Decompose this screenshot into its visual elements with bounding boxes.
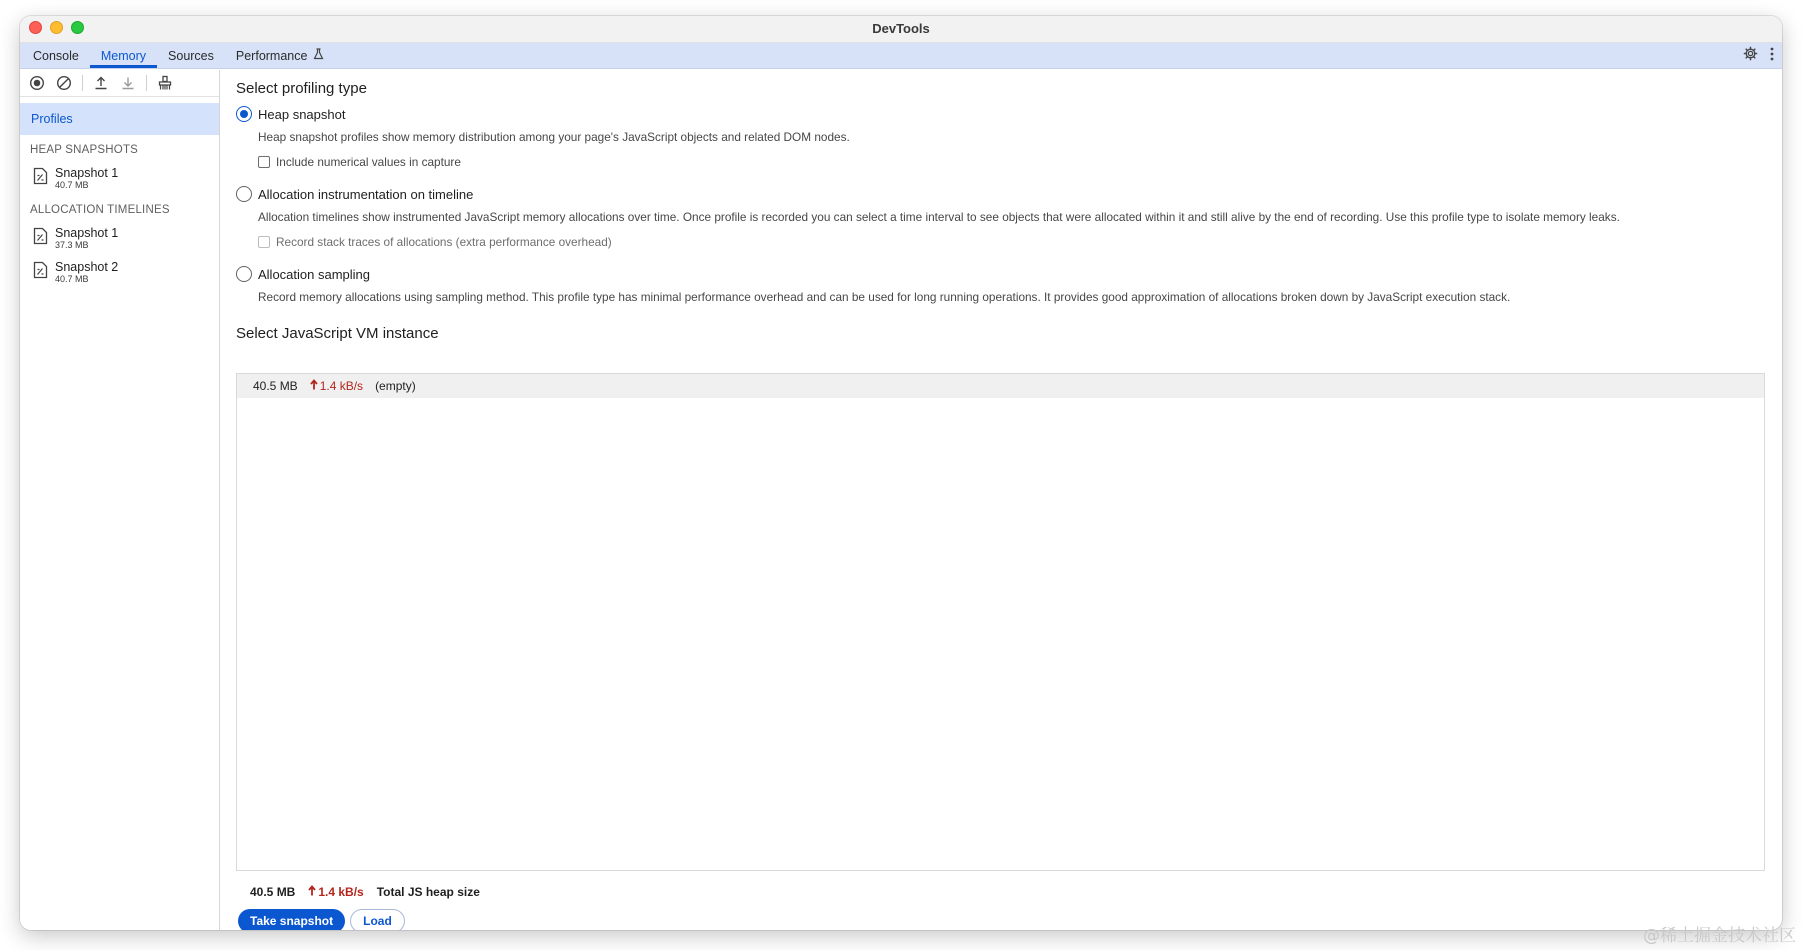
vm-instance-title: Select JavaScript VM instance [236, 325, 439, 342]
profiling-type-title: Select profiling type [236, 80, 367, 97]
memory-panel [20, 70, 1782, 930]
vm-instance-list [236, 373, 1765, 871]
radio-allocation-sampling[interactable] [236, 266, 370, 282]
total-heap-rate [308, 885, 363, 899]
profile-item[interactable] [20, 161, 219, 195]
clear-icon[interactable] [55, 74, 73, 92]
window-title: DevTools [872, 21, 930, 36]
checkbox-record-stack-traces [258, 235, 612, 249]
tab-label: Memory [100, 48, 147, 63]
watermark: @稀土掘金技术社区 [1643, 926, 1796, 946]
upload-icon[interactable] [92, 74, 110, 92]
radio-button[interactable] [236, 266, 252, 282]
gear-icon[interactable] [1743, 46, 1758, 66]
total-heap-rate-value: 1.4 kB/s [318, 885, 364, 899]
vm-rate [310, 379, 363, 393]
option-description: Record memory allocations using sampling method. This profile type has minimal performance overhead and can be used for long running operations. It provides good approximation of allocations broken down by JavaScript execution stack. [258, 290, 1511, 304]
tab-label: Console [33, 48, 79, 63]
total-heap-size: 40.5 MB [250, 885, 296, 899]
vm-instance-row[interactable] [237, 374, 1764, 398]
vm-heap-size: 40.5 MB [253, 379, 298, 393]
tab-performance[interactable] [225, 43, 336, 68]
record-icon[interactable] [28, 74, 46, 92]
tab-console[interactable] [22, 43, 90, 68]
total-heap-label: Total JS heap size [376, 885, 480, 899]
checkbox-label: Record stack traces of allocations (extra performance overhead) [276, 235, 612, 249]
devtools-window [20, 16, 1782, 930]
profile-size: 40.7 MB [55, 179, 89, 190]
toolbar-divider [82, 75, 83, 91]
profile-item[interactable] [20, 221, 219, 255]
profile-name: Snapshot 1 [55, 165, 119, 180]
radio-label: Allocation sampling [258, 266, 371, 282]
tab-sources[interactable] [157, 43, 225, 68]
tab-label: Sources [168, 48, 214, 63]
radio-allocation-instrumentation[interactable] [236, 186, 473, 202]
heap-size-summary [250, 885, 480, 899]
action-buttons [238, 909, 405, 930]
checkbox [258, 236, 270, 248]
radio-button[interactable] [236, 186, 252, 202]
toolbar-divider [146, 75, 147, 91]
load-button[interactable]: Load [350, 909, 405, 930]
profile-launcher [220, 70, 1782, 930]
profile-name: Snapshot 2 [55, 259, 119, 274]
option-description: Allocation timelines show instrumented JavaScript memory allocations over time. Once profile is recorded you can select a time interval to see objects that were allocated within it and still alive by the end of recording. Use this profile type to isolate memory leaks. [258, 210, 1620, 224]
radio-label: Heap snapshot [258, 106, 346, 122]
arrow-up-icon [310, 379, 318, 393]
vm-instance-name: (empty) [375, 379, 416, 393]
profile-item[interactable] [20, 255, 219, 289]
profile-size: 37.3 MB [55, 239, 89, 250]
checkbox-include-numerical-values[interactable] [258, 155, 461, 169]
flask-icon [313, 48, 324, 63]
radio-label: Allocation instrumentation on timeline [258, 186, 474, 202]
group-title-heap-snapshots: HEAP SNAPSHOTS [30, 144, 139, 156]
checkbox-label: Include numerical values in capture [276, 155, 461, 169]
radio-button[interactable] [236, 106, 252, 122]
tab-memory[interactable] [90, 43, 157, 68]
profiles-header[interactable]: Profiles [20, 103, 219, 135]
tab-bar [20, 43, 1782, 69]
profile-name: Snapshot 1 [55, 225, 119, 240]
snapshot-file-icon [33, 167, 48, 190]
sidebar-toolbar [20, 70, 219, 97]
snapshot-file-icon [33, 227, 48, 250]
more-options-icon[interactable] [1770, 47, 1774, 66]
radio-heap-snapshot[interactable] [236, 106, 345, 122]
download-icon[interactable] [119, 74, 137, 92]
checkbox[interactable] [258, 156, 270, 168]
profiles-sidebar [20, 70, 220, 930]
vm-rate-value: 1.4 kB/s [319, 379, 364, 393]
title-bar [20, 16, 1782, 43]
profile-size: 40.7 MB [55, 273, 89, 284]
option-description: Heap snapshot profiles show memory distribution among your page's JavaScript objects and related DOM nodes. [258, 130, 850, 144]
arrow-up-icon [308, 885, 316, 899]
snapshot-file-icon [33, 261, 48, 284]
garbage-collect-icon[interactable] [156, 74, 174, 92]
tab-label: Performance [235, 48, 308, 63]
group-title-allocation-timelines: ALLOCATION TIMELINES [30, 204, 170, 216]
take-snapshot-button[interactable]: Take snapshot [238, 909, 345, 930]
